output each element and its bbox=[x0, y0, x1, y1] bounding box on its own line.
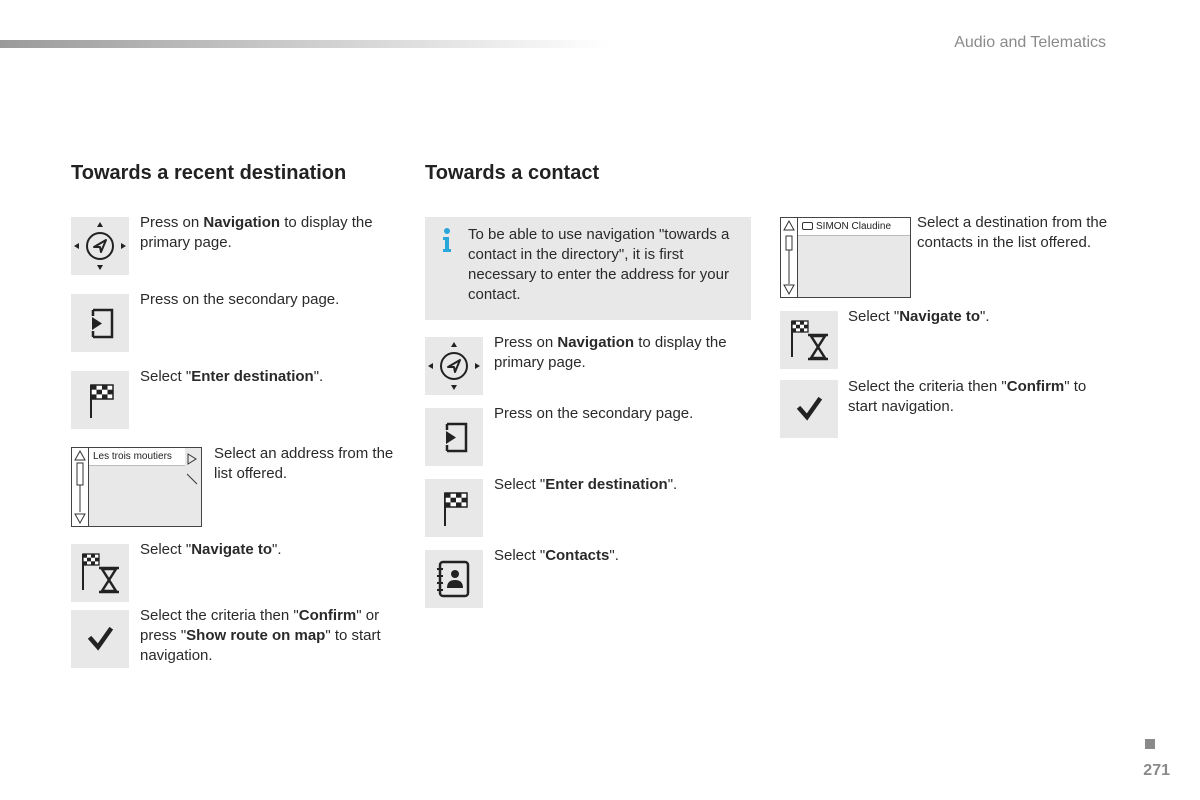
info-text: To be able to use navigation "towards a contact in the directory", it is first necessary to enter the address for your contact. bbox=[468, 226, 730, 303]
flag-hourglass-icon bbox=[71, 544, 129, 602]
left-step-5: Select "Navigate to". bbox=[140, 541, 282, 558]
header-gradient-bar bbox=[0, 40, 610, 48]
list-scrollbar bbox=[781, 218, 798, 297]
page-marker bbox=[1145, 739, 1155, 749]
middle-step-3: Select "Enter destination". bbox=[494, 476, 678, 493]
right-step-2: Select "Navigate to". bbox=[848, 308, 990, 325]
checkmark-icon bbox=[780, 380, 838, 438]
left-step-6: Select the criteria then "Confirm" or press "Show route on map" to start navigation. bbox=[140, 607, 381, 664]
left-step-2: Press on the secondary page. bbox=[140, 291, 340, 308]
list-item[interactable]: Les trois moutiers bbox=[89, 448, 185, 466]
secondary-page-icon bbox=[71, 294, 129, 352]
checkered-flag-icon bbox=[425, 479, 483, 537]
middle-step-4: Select "Contacts". bbox=[494, 547, 619, 564]
navigation-dial-icon bbox=[425, 337, 483, 395]
contact-card-icon bbox=[802, 222, 813, 230]
flag-hourglass-icon bbox=[780, 311, 838, 369]
secondary-page-icon bbox=[425, 408, 483, 466]
right-step-3: Select the criteria then "Confirm" to start navigation. bbox=[848, 378, 1087, 415]
middle-step-1: Press on Navigation to display the primary page. bbox=[494, 334, 727, 371]
left-heading: Towards a recent destination bbox=[71, 162, 347, 184]
list-scrollbar bbox=[72, 448, 89, 526]
left-step-4: Select an address from the list offered. bbox=[214, 445, 394, 482]
checkmark-icon bbox=[71, 610, 129, 668]
page-number: 271 bbox=[1143, 762, 1170, 779]
left-step-3: Select "Enter destination". bbox=[140, 368, 324, 385]
contact-list-screen bbox=[780, 217, 911, 298]
right-step-1: Select a destination from the contacts in the list offered. bbox=[917, 214, 1108, 251]
navigation-dial-icon bbox=[71, 217, 129, 275]
middle-step-2: Press on the secondary page. bbox=[494, 405, 694, 422]
left-step-1: Press on Navigation to display the primary page. bbox=[140, 214, 373, 251]
info-note bbox=[425, 217, 751, 320]
checkered-flag-icon bbox=[71, 371, 129, 429]
address-list-screen bbox=[71, 447, 202, 527]
play-arrow-icon bbox=[185, 452, 199, 488]
middle-heading: Towards a contact bbox=[425, 162, 600, 184]
contact-list-item[interactable]: SIMON Claudine bbox=[798, 218, 910, 236]
info-icon bbox=[438, 227, 456, 253]
section-title: Audio and Telematics bbox=[954, 34, 1106, 51]
contacts-book-icon bbox=[425, 550, 483, 608]
